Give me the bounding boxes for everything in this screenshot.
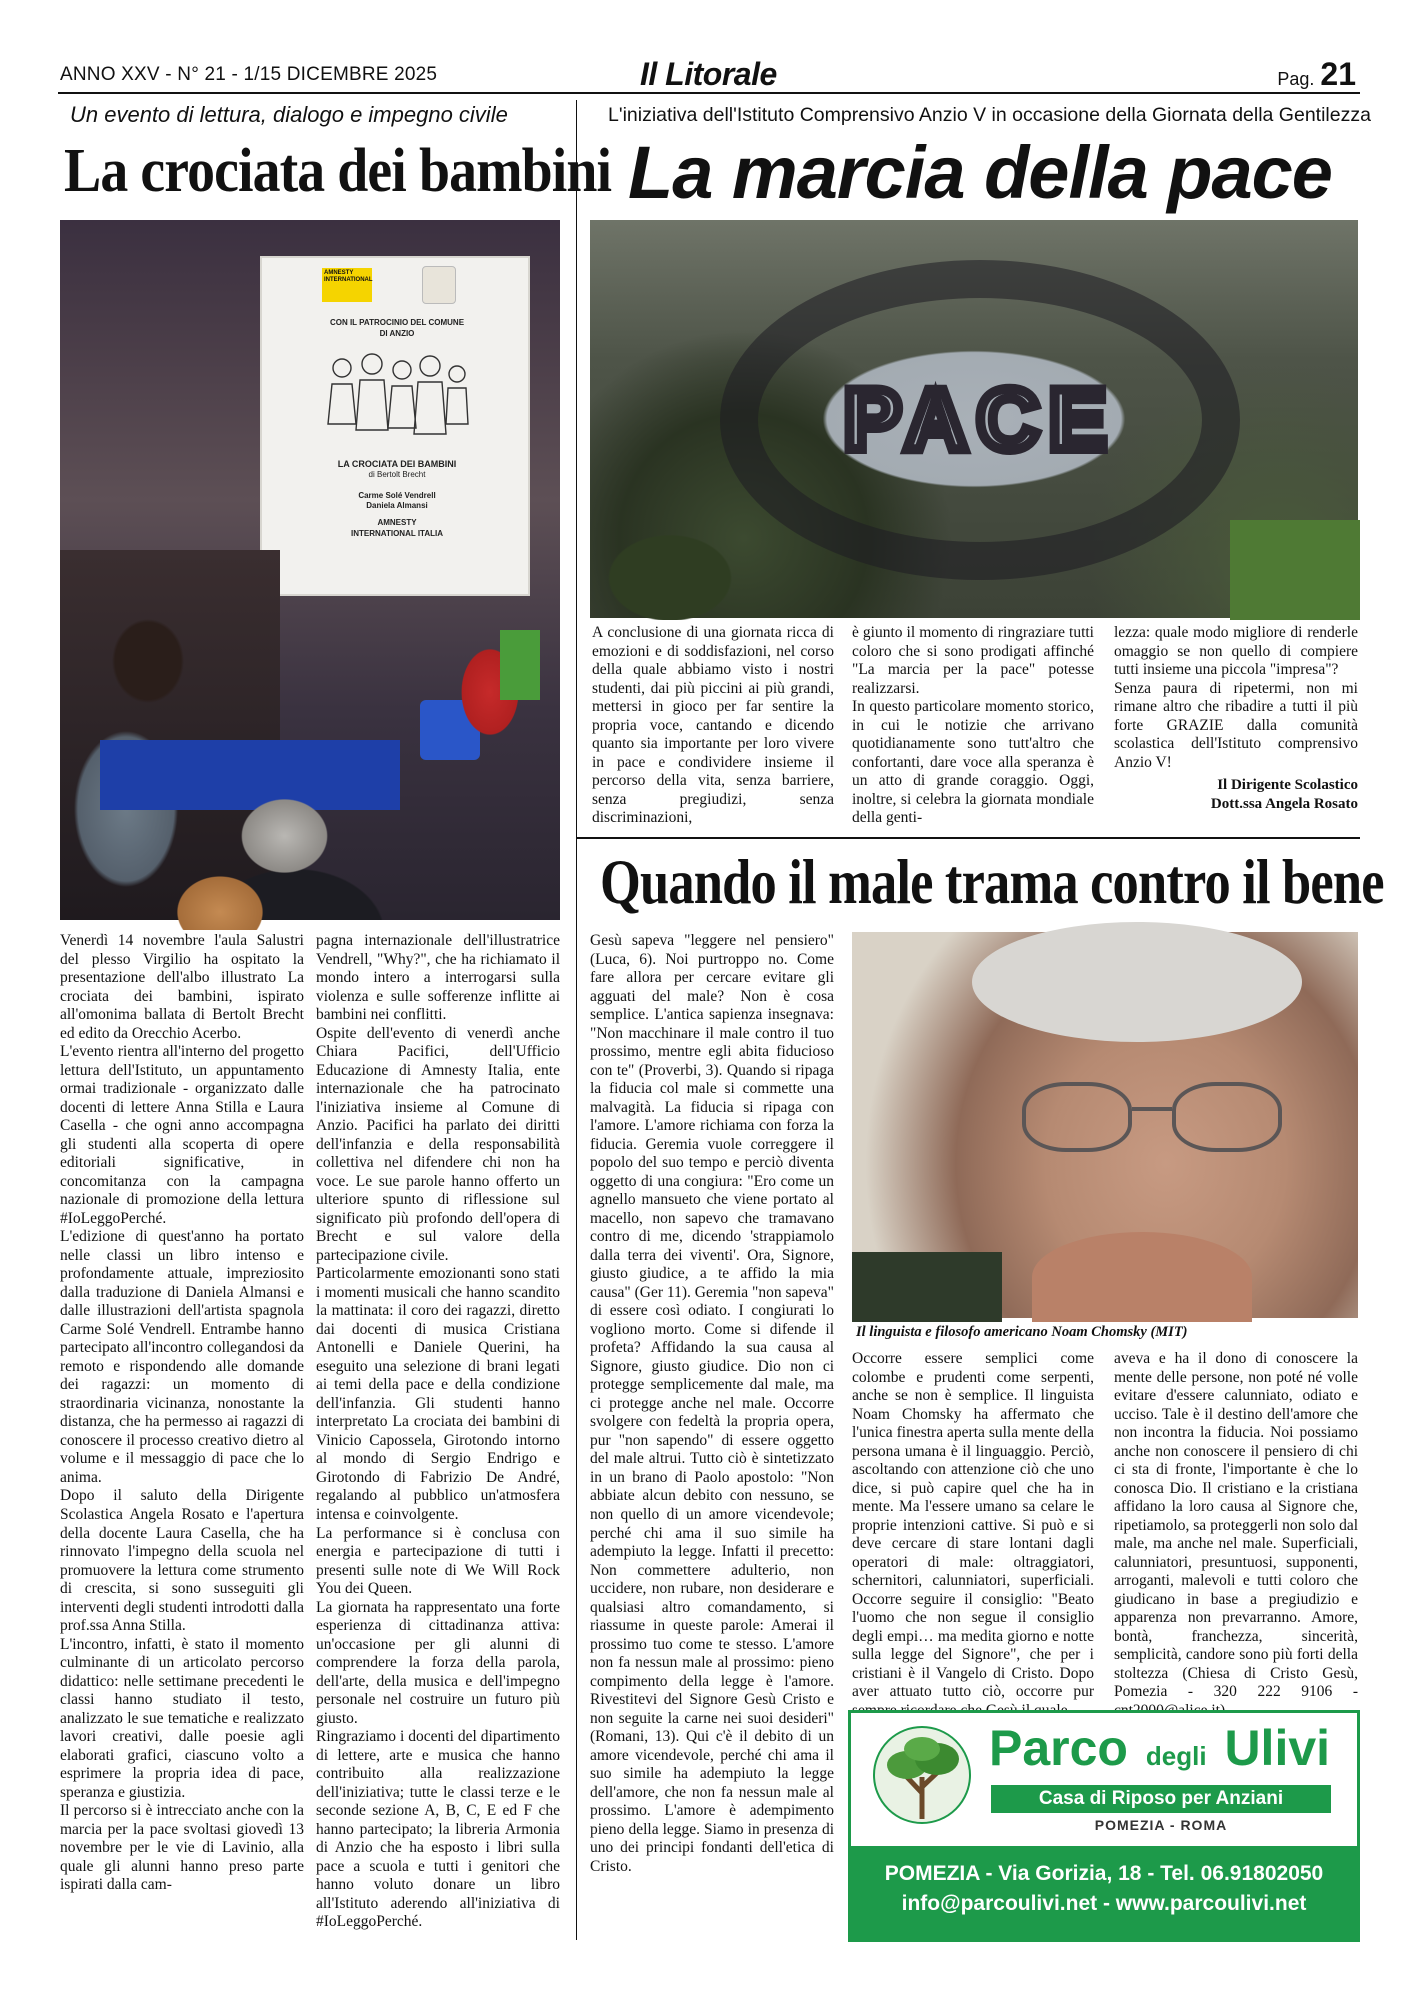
ad-parco-ulivi[interactable] xyxy=(848,1710,1360,1942)
shirt xyxy=(852,1252,1002,1322)
grass xyxy=(1230,520,1360,620)
male-column-2 xyxy=(852,1350,1094,1701)
crociata-paragraph: Il percorso si è intrecciato anche con la marcia per la pace svoltasi giovedì 13 novembre per le vie di Lavinio, alla quale gli alunni hanno preso parte ispirati dalla cam- xyxy=(60,1802,304,1894)
olive-tree-icon xyxy=(867,1723,977,1831)
glasses-left xyxy=(1022,1082,1132,1152)
crociata-paragraph: Dopo il saluto della Dirigente Scolastica Angela Rosato e l'apertura della docente Laura Casella, che ha rinnovato l'impegno della scuola nel promuovere la lettura come strumento di crescita, si sono susseguiti gli interventi degli studenti introdotti dalla prof.ssa Anna Stilla. xyxy=(60,1487,304,1635)
ad-brand-small: degli xyxy=(1145,1741,1207,1771)
glasses-bridge xyxy=(1132,1107,1172,1111)
crociata-paragraph: La giornata ha rappresentato una forte esperienza di cittadinanza attiva: un'occasione per gli alunni di comprendere la forza della parola, dell'arte, della musica e dell'impegno personale nel costruire un futuro più giusto. xyxy=(316,1598,560,1727)
ad-subtitle: Casa di Riposo per Anziani xyxy=(991,1785,1331,1813)
ad-brand-main: Parco xyxy=(989,1720,1128,1776)
male-title: Quando il male trama contro il bene xyxy=(600,846,1384,917)
male-paragraph: aveva e ha il dono di conoscere la mente delle persone, non poté né volle evitare d'essere calunniato, odiato e ucciso. Tale è il destino dell'amore che non incontra la fiducia. Noi possiamo anche non conoscere il pensiero di chi ci sta di fronte, l'importante è che lo conosca Dio. Il cristiano e la cristiana affidano la loro causa al Signore che, ripetiamolo, sa proteggerli non solo dal male, ma anche nel male. Superficiali, calunniatori, presuntuosi, supponenti, arroganti, malevoli e tutti coloro che giudicano in base a pregiudizio e apparenza non prevarranno. Amore, bontà, franchezza, sincerità, semplicità, candore sono più forti della stoltezza (Chiesa di Cristo Gesù, Pomezia - 320 222 9106 - xyxy=(1114,1350,1358,1701)
marcia-paragraph: Senza paura di ripetermi, non mi rimane altro che ribadire a tutti il più forte GRAZIE dalla comunità scolastica dell'Istituto comprensivo Anzio V! xyxy=(1114,679,1358,771)
issue-info: ANNO XXV - N° 21 - 1/15 DICEMBRE 2025 xyxy=(60,64,438,85)
hand xyxy=(1032,1232,1252,1322)
comune-crest-icon xyxy=(422,266,456,304)
children-drawing xyxy=(322,344,472,454)
marcia-kicker: L'iniziativa dell'Istituto Comprensivo Anzio V in occasione della Giornata della Gentilezza xyxy=(608,104,1371,126)
page-number-value: 21 xyxy=(1320,56,1356,92)
crociata-paragraph: L'evento rientra all'interno del progetto lettura dell'Istituto, un appuntamento ormai tradizionale - organizzato dalle docenti di lettere Anna Stilla e Laura Casella - che ogni anno accompagna gli studenti alla scoperta di opere editoriali significative, in concomitanza con la campagna nazionale di promozione della lettura #IoLeggoPerché. xyxy=(60,1043,304,1227)
slide-text xyxy=(272,318,522,540)
crociata-paragraph: pagna internazionale dell'illustratrice Vendrell, "Why?", che ha richiamato il mondo intero a interrogarsi sulla violenza e sulle sofferenze inflitte ai bambini nei conflitti. xyxy=(316,932,560,1024)
pace-formation: PACE xyxy=(843,372,1117,468)
column-divider xyxy=(576,100,577,1940)
male-paragraph: Occorre essere semplici come colombe e prudenti come serpenti, anche se non è semplice. Il linguista Noam Chomsky ha affermato che l'unica finestra aperta sulla mente della persona umana è il linguaggio. Perciò, ascoltando con attenzione ciò che uno dice, si può capire quel che ha in mente. Ma l'essere umano sa celare le proprie intenzioni cattive. Si può e si deve cercare di stare lontani dagli operatori di male: oltraggiatori, schernitori, calunniatori, superficiali. Occorre seguire il consiglio: "Beato l'uomo che non segue il consiglio degli empi… ma medita giorno e notte sulla legge del Signore", che per i cristiani è il Vangelo di Cristo. Dopo aver attuato tutto ciò, occorre pur xyxy=(852,1350,1094,1701)
male-column-3 xyxy=(1114,1350,1358,1701)
trees xyxy=(590,480,790,620)
slide-line: LA CROCIATA DEI BAMBINI xyxy=(337,458,457,469)
ad-top xyxy=(851,1713,1357,1841)
marcia-paragraph: lezza: quale modo migliore di renderle omaggio se non quello di compiere tutti insieme una piccola "impresa"? xyxy=(1114,624,1358,679)
glasses-right xyxy=(1172,1082,1282,1152)
slide-line: Daniela Almansi xyxy=(366,501,428,511)
slide-line: DI ANZIO xyxy=(379,328,415,338)
classroom-photo xyxy=(60,220,560,920)
marcia-column-2 xyxy=(852,624,1094,830)
slide-line: di Bertolt Brecht xyxy=(368,469,426,479)
presentation-slide xyxy=(260,256,530,596)
page-number xyxy=(1277,56,1356,93)
ad-brand-end: Ulivi xyxy=(1224,1720,1331,1776)
crociata-paragraph: L'edizione di quest'anno ha portato nelle classi un libro intenso e profondamente attuale, impreziosito dalla traduzione di Daniela Almansi e dalle illustrazioni dell'artista spagnola Carme Solé Vendrell. Entrambe hanno partecipato all'incontro collegandosi da remoto e rispondendo alle domande dei ragazzi: un momento di straordinaria vicinanza, nonostante la distanza, che ha permesso ai ragazzi di conoscere il processo creativo dietro al volume e il messaggio di pace che lo anima. xyxy=(60,1228,304,1486)
crociata-title: La crociata dei bambini xyxy=(64,137,612,205)
amnesty-logo xyxy=(322,268,372,302)
ad-web[interactable]: info@parcoulivi.net - www.parcoulivi.net xyxy=(901,1892,1307,1915)
crociata-paragraph: Particolarmente emozionanti sono stati i momenti musicali che hanno scandito la mattinata: il coro dei ragazzi, diretto dai docenti di musica Cristiana Antonelli e Daniele Querini, ha eseguito una selezione di brani legati ai temi della pace e della condizione dell'infanzia. Gli studenti hanno interpretato La crociata dei bambini di Vinicio Capossela, Girotondo intorno al mondo di Sergio Endrigo e Girotondo di Fabrizio De André, regalando al pubblico un'atmosfera intensa e coinvolgente. xyxy=(316,1265,560,1523)
crociata-paragraph: La performance si è conclusa con energia e partecipazione di tutti i presenti sulle note di We Will Rock You dei Queen. xyxy=(316,1524,560,1598)
ad-location: POMEZIA - ROMA xyxy=(1094,1817,1228,1833)
ad-contact-band xyxy=(851,1846,1357,1939)
marcia-column-1 xyxy=(592,624,834,830)
marcia-title: La marcia della pace xyxy=(628,131,1332,214)
signature-name: Dott.ssa Angela Rosato xyxy=(1210,795,1358,812)
section-divider xyxy=(576,837,1360,839)
chomsky-photo xyxy=(852,932,1358,1318)
page-label: Pag. xyxy=(1277,69,1315,89)
crociata-paragraph: Venerdì 14 novembre l'aula Salustri del plesso Virgilio ha ospitato la presentazione dell'albo illustrato La crociata dei bambini, ispirato all'omonima ballata di Bertolt Brecht ed edito da Orecchio Acerbo. xyxy=(60,932,304,1042)
crociata-paragraph: Ringraziamo i docenti del dipartimento di lettere, arte e musica che hanno contribuito alla realizzazione dell'iniziativa; tutte le classi terze e le seconde sezione A, B, C, E ed F che hanno partecipato; la libreria Armonia di Anzio che ha esposto i libri sulla pace a scuola e tutti i genitori che hanno voluto donare un libro all'Istituto aderendo all'iniziativa di #IoLeggoPerché. xyxy=(316,1728,560,1931)
chomsky-caption: Il linguista e filosofo americano Noam Chomsky (MIT) xyxy=(856,1324,1188,1340)
slide-line: AMNESTY xyxy=(377,518,417,528)
slide-line: CON IL PATROCINIO DEL COMUNE xyxy=(329,318,465,327)
drone-photo xyxy=(590,220,1358,618)
foreground-hair xyxy=(160,840,280,930)
marcia-column-3 xyxy=(1114,624,1358,830)
marcia-paragraph: In questo particolare momento storico, in cui le notizie che arrivano quotidianamente sono tutt'altro che confortanti, dare voce alla speranza è un atto di grande coraggio. Oggi, inoltre, si celebra la giornata mondiale della genti- xyxy=(852,698,1094,827)
marcia-paragraph: A conclusione di una giornata ricca di emozioni e di soddisfazioni, nel corso della quale abbiamo visto i nostri studenti, dai più piccini ai più grandi, mettersi in gioco per far sentire la propria voce, cantando e dicendo quanto sia importante per loro vivere in pace e condividere insieme il percorso della vita, senza barriere, senza pregiudizi, senza discriminazioni, xyxy=(592,624,834,827)
crociata-kicker: Un evento di lettura, dialogo e impegno civile xyxy=(70,102,508,127)
male-paragraph: Gesù sapeva "leggere nel pensiero" (Luca, 6). Noi purtroppo no. Come fare allora per cercare evitare gli agguati del male? Non è cosa semplice. L'antica sapienza insegnava: "Non macchinare il male contro il tuo prossimo, mentre egli abita fiducioso con te" (Proverbi, 3). Quando si ripaga la fiducia col male si commette una malvagità. La fiducia si ripaga con l'amore. L'amore richiama con forza la fiducia. Geremia vuole correggere il popolo del suo tempo e perciò diventa oggetto di una congiura: "Ero come un agnello mansueto che viene portato al macello, non sapevo che tramavano contro di me, dicendo 'strappiamolo dalla terra dei viventi'. Ora, Signore, giusto giudice, a te affido la mia causa" (Ger 11). Geremia "non sapeva" di essere così odiato. I congiurati lo vogliono morto. Come si difende il profeta? Affidando la sua causa al Signore, giusto giudice. Dio non ci protegge semplicemente dal male, ma ci protegge anche nel male. Occorre svolgere con fedeltà la propria opera, pur "non sapendo" di essere oggetto del male altrui. Tutto ciò è sintetizzato in un brano di Paolo apostolo: "Non abbiate alcun debito con nessuno, se non quello di un amore vicendevole; perché chi ama il suo simile ha adempiuto la legge. Infatti il precetto: Non commettere adulterio, non uccidere, non rubare, non desiderare e qualsiasi altro comandamento, si riassume in queste parole: Amerai il prossimo tuo come te stesso. L'amore non fa nessun male al prossimo: pieno compimento della legge è l'amore. Rivestitevi del Signore Gesù Cristo e non seguite la carne nei suoi desideri" (Romani, 13). Qui c'è il debito di un amore vicendevole, perché chi ama il suo simile ha adempiuto la legge dell'amore, che non fa nessun male al prossimo. L'amore è adempimento pieno della legge. Siamo in presenza di uno dei principi fondanti dell'etica di Cristo. xyxy=(590,932,834,1875)
marcia-paragraph: è giunto il momento di ringraziare tutti coloro che si sono prodigati affinché "La marcia per la pace" potesse realizzarsi. xyxy=(852,624,1094,697)
crociata-column-2 xyxy=(316,932,560,1942)
masthead: Il Litorale xyxy=(640,56,777,92)
crociata-paragraph: L'incontro, infatti, è stato il momento culminante di un articolato percorso didattico: nelle settimane precedenti le classi hanno studiato il testo, analizzato le sue tematiche e realizzato lavori creativi, dalle poesie agli elaborati grafici, ciascuno volto a esprimere la propria idea di pace, speranza e giustizia. xyxy=(60,1635,304,1801)
slide-line: INTERNATIONAL ITALIA xyxy=(351,528,443,538)
male-column-1 xyxy=(590,932,834,1942)
amnesty-logo-text: AMNESTY INTERNATIONAL xyxy=(324,270,373,283)
hair xyxy=(972,922,1302,1042)
slide-line: Carme Solé Vendrell xyxy=(358,490,436,500)
header-rule xyxy=(58,92,1360,94)
ad-brand xyxy=(989,1720,1331,1776)
signature-role: Il Dirigente Scolastico xyxy=(1217,777,1358,793)
green-folder xyxy=(500,630,540,700)
ad-address: POMEZIA - Via Gorizia, 18 - Tel. 06.91802050 xyxy=(884,1862,1324,1885)
crociata-column-1 xyxy=(60,932,304,1942)
crociata-paragraph: Ospite dell'evento di venerdì anche Chiara Pacifici, dell'Ufficio Educazione di Amnesty Italia, ente internazionale che ha patrocinato l'iniziativa insieme al Comune di Anzio. Pacifici ha parlato dei diritti dell'infanzia e della responsabilità collettiva nel difendere chi non ha voce. Le sue parole hanno offerto un ulteriore spunto di riflessione sul significato più profondo dell'opera di Brecht e sul valore della partecipazione civile. xyxy=(316,1024,560,1264)
